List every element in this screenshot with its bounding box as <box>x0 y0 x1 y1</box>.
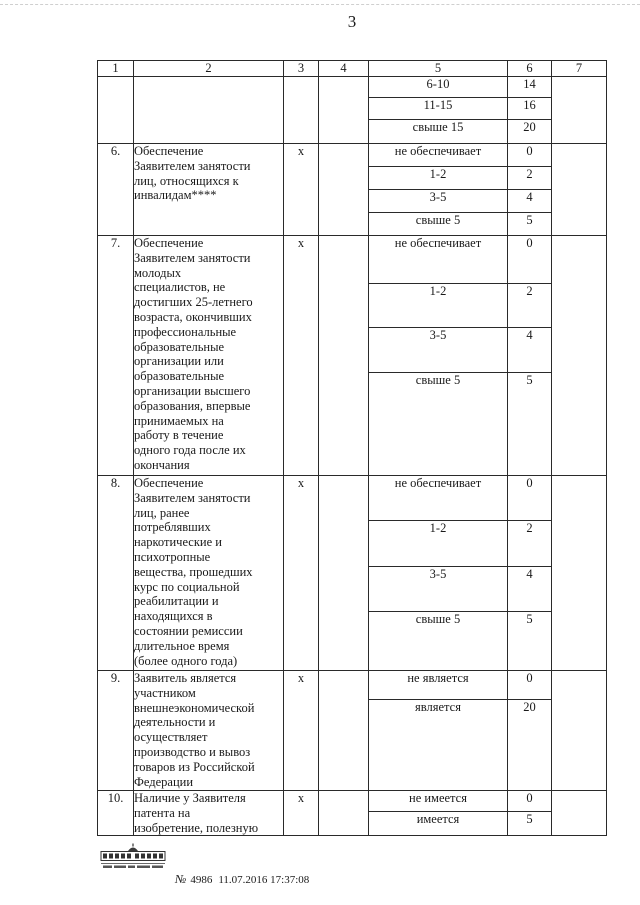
row-number-cell <box>98 476 134 671</box>
option-label: 1-2 <box>369 521 508 567</box>
option-label: свыше 5 <box>369 373 508 476</box>
description-line: (более одного года) <box>134 653 238 668</box>
row-number: 8. <box>110 476 121 490</box>
registration-stamp <box>175 872 309 887</box>
table-row <box>98 77 607 98</box>
option-score: 20 <box>508 120 552 144</box>
description-line: изобретение, полезную <box>134 820 259 835</box>
column-7-cell <box>552 476 607 671</box>
description-line: Обеспечение <box>134 144 204 158</box>
column-3-cell <box>284 236 319 476</box>
description-line: участником <box>134 685 196 700</box>
row-number: 9. <box>110 671 121 685</box>
criterion-description-cell <box>134 144 284 236</box>
description-line: возраста, окончивших <box>134 309 252 324</box>
description-line: лиц, относящихся к <box>134 173 239 188</box>
description-line: курс по социальной <box>134 579 240 594</box>
description-line: внешнеэкономической <box>134 700 255 715</box>
criterion-description <box>134 144 283 232</box>
description-line: Федерации <box>134 774 194 789</box>
row-number: 6. <box>110 144 121 158</box>
description-line: состоянии ремиссии <box>134 623 243 638</box>
column-header-7: 7 <box>552 61 607 77</box>
column-4-cell <box>319 236 369 476</box>
option-score: 5 <box>508 213 552 236</box>
description-line: находящихся в <box>134 609 213 624</box>
option-score: 0 <box>508 236 552 284</box>
option-label: 6-10 <box>369 77 508 98</box>
column-4-cell <box>319 476 369 671</box>
description-line: Заявителем занятости <box>134 158 251 173</box>
criterion-description <box>134 236 283 472</box>
description-line: профессиональные <box>134 324 237 339</box>
option-score: 4 <box>508 190 552 213</box>
scan-top-edge <box>0 4 640 5</box>
column-3-cell <box>284 77 319 144</box>
option-label: не имеется <box>369 791 508 812</box>
column-3-mark: x <box>297 476 305 490</box>
option-score: 14 <box>508 77 552 98</box>
option-score: 0 <box>508 476 552 521</box>
option-label: имеется <box>369 812 508 836</box>
description-line: товаров из Российской <box>134 759 255 774</box>
table-row <box>98 791 607 812</box>
page-number: 3 <box>347 12 357 31</box>
description-line: достигших 25-летнего <box>134 295 253 310</box>
description-line: Наличие у Заявителя <box>134 791 246 805</box>
description-line: лиц, ранее <box>134 505 190 520</box>
description-line: образовательные <box>134 339 225 354</box>
criteria-table <box>97 60 607 836</box>
option-label: 1-2 <box>369 284 508 328</box>
option-score: 2 <box>508 521 552 567</box>
row-number-cell <box>98 77 134 144</box>
option-label: 11-15 <box>369 98 508 120</box>
option-label: не обеспечивает <box>369 476 508 521</box>
column-7-cell <box>552 671 607 791</box>
description-line: молодых <box>134 265 182 280</box>
row-number: 10. <box>107 791 124 805</box>
registration-datetime: 11.07.2016 17:37:08 <box>218 874 310 886</box>
option-score: 5 <box>508 812 552 836</box>
option-label: не является <box>369 671 508 700</box>
government-emblem-logo <box>99 843 167 873</box>
column-3-cell <box>284 791 319 836</box>
column-header-6: 6 <box>508 61 552 77</box>
row-number-cell <box>98 791 134 836</box>
row-number-cell <box>98 144 134 236</box>
option-label: свыше 15 <box>369 120 508 144</box>
description-line: одного года после их <box>134 443 246 458</box>
registration-number: 4986 <box>190 874 213 886</box>
option-score: 0 <box>508 671 552 700</box>
description-line: потреблявших <box>134 520 211 535</box>
option-score: 2 <box>508 167 552 190</box>
column-3-mark: x <box>297 236 305 250</box>
column-4-cell <box>319 791 369 836</box>
criterion-description-cell <box>134 77 284 144</box>
description-line: длительное время <box>134 638 230 653</box>
description-line: Обеспечение <box>134 476 204 490</box>
column-7-cell <box>552 791 607 836</box>
column-4-cell <box>319 77 369 144</box>
table-body <box>98 77 607 836</box>
criterion-description-cell <box>134 671 284 791</box>
row-number-cell <box>98 236 134 476</box>
column-3-cell <box>284 671 319 791</box>
option-score: 2 <box>508 284 552 328</box>
option-label: 3-5 <box>369 567 508 612</box>
option-label: является <box>369 700 508 791</box>
option-score: 5 <box>508 373 552 476</box>
column-4-cell <box>319 671 369 791</box>
column-header-3: 3 <box>284 61 319 77</box>
description-line: Заявителем занятости <box>134 250 251 265</box>
row-number: 7. <box>110 236 121 250</box>
column-3-mark: x <box>297 671 305 685</box>
description-line: Заявитель является <box>134 671 237 685</box>
description-line: реабилитации и <box>134 594 219 609</box>
description-line: организации или <box>134 354 224 369</box>
criterion-description <box>134 77 283 140</box>
option-label: 3-5 <box>369 190 508 213</box>
description-line: работу в течение <box>134 428 224 443</box>
description-line: окончания <box>134 457 190 472</box>
description-line: образования, впервые <box>134 398 251 413</box>
table-row <box>98 144 607 167</box>
column-3-cell <box>284 476 319 671</box>
description-line: психотропные <box>134 549 211 564</box>
option-label: не обеспечивает <box>369 144 508 167</box>
column-header-5: 5 <box>369 61 508 77</box>
option-score: 5 <box>508 612 552 671</box>
description-line: инвалидам**** <box>134 188 217 203</box>
description-line: специалистов, не <box>134 280 226 295</box>
criterion-description <box>134 791 283 835</box>
criterion-description-cell <box>134 236 284 476</box>
criterion-description-cell <box>134 791 284 836</box>
column-3-mark: x <box>297 144 305 158</box>
option-score: 20 <box>508 700 552 791</box>
option-label: 1-2 <box>369 167 508 190</box>
emblem-icon <box>99 843 167 873</box>
description-line: деятельности и <box>134 715 216 730</box>
option-score: 0 <box>508 144 552 167</box>
description-line: патента на <box>134 805 191 820</box>
table-row <box>98 476 607 521</box>
option-label: свыше 5 <box>369 213 508 236</box>
description-line: наркотические и <box>134 535 222 550</box>
column-header-2: 2 <box>134 61 284 77</box>
column-3-cell <box>284 144 319 236</box>
criterion-description-cell <box>134 476 284 671</box>
column-7-cell <box>552 144 607 236</box>
column-header-4: 4 <box>319 61 369 77</box>
option-score: 0 <box>508 791 552 812</box>
option-score: 16 <box>508 98 552 120</box>
table-row <box>98 236 607 284</box>
description-line: осуществляет <box>134 730 208 745</box>
criterion-description <box>134 671 283 787</box>
criterion-description <box>134 476 283 667</box>
column-4-cell <box>319 144 369 236</box>
description-line: образовательные <box>134 369 225 384</box>
description-line: Обеспечение <box>134 236 204 250</box>
column-7-cell <box>552 77 607 144</box>
option-label: 3-5 <box>369 328 508 373</box>
description-line: принимаемых на <box>134 413 224 428</box>
option-score: 4 <box>508 328 552 373</box>
option-label: свыше 5 <box>369 612 508 671</box>
row-number-cell <box>98 671 134 791</box>
number-sign: № <box>175 872 187 886</box>
description-line: Заявителем занятости <box>134 490 251 505</box>
column-3-mark: x <box>297 791 305 805</box>
description-line: производство и вывоз <box>134 744 251 759</box>
option-score: 4 <box>508 567 552 612</box>
table-row <box>98 671 607 700</box>
column-header-1: 1 <box>98 61 134 77</box>
option-label: не обеспечивает <box>369 236 508 284</box>
description-line: организации высшего <box>134 383 251 398</box>
table-header-row <box>98 61 607 77</box>
description-line: вещества, прошедших <box>134 564 253 579</box>
column-7-cell <box>552 236 607 476</box>
